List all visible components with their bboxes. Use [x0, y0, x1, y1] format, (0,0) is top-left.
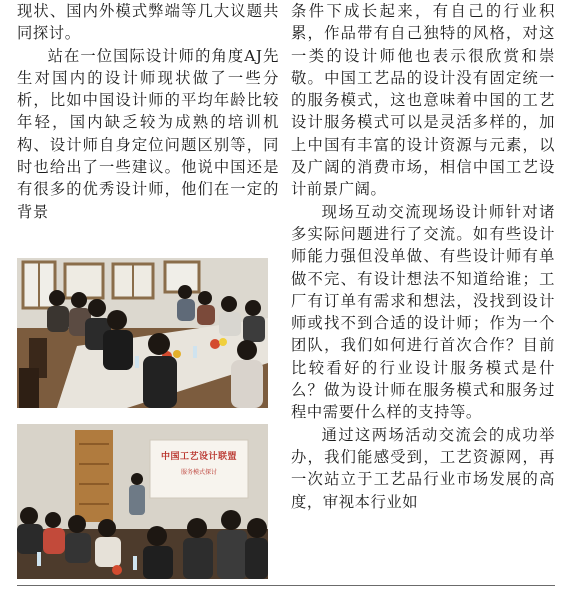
paragraph-designer-analysis: 站在一位国际设计师的角度AJ先生对国内的设计师现状做了一些分析，比如中国设计师的平均年龄比较年轻，国内缺乏较为成熟的培训机构、设计师自身定位问题区别等，同时也给出了一些建议。他说中国还是有很多的优秀设计师，他们在一定的背景 — [17, 46, 279, 221]
projection-screen-text — [150, 440, 248, 498]
meeting-table-photo — [17, 258, 268, 408]
paragraph-background-continued: 条件下成长起来，有自己的行业积累，作品带有自己独特的风格，对这一类的设计师他也表示很欣赏和崇敬。中国工艺品的设计没有固定统一的服务模式，这也意味着中国的工艺设计服务模式可以是灵活多样的，加上中国有丰富的设计资源与元素，以及广阔的消费市场，相信中国工艺设计前景广阔。 — [291, 2, 555, 199]
paragraph-intro-continued: 现状、国内外模式弊端等几大议题共同探讨。 — [17, 2, 279, 43]
screen-title: 中国工艺设计联盟 — [160, 452, 237, 462]
right-text-column — [291, 0, 555, 513]
presentation-photo — [17, 424, 268, 579]
paragraph-conclusion: 通过这两场活动交流会的成功举办，我们能感受到，工艺资源网，再一次站立于工艺品行业市场发展的高度，审视本行业如 — [291, 425, 555, 511]
paragraph-interactive-exchange: 现场互动交流现场设计师针对诸多实际问题进行了交流。如有些设计师能力强但没单做、有些设计师有单做不完、有设计想法不知道给谁；工厂有订单有需求和想法，没找到设计师或找不到合适的设计师；作为一个团队，我们如何进行首次合作？目前比较看好的行业设计服务模式是什么？做为设计师在服务模式和服务过程中需要什么样的支持等。 — [291, 202, 555, 422]
left-text-column — [17, 0, 279, 223]
screen-subtitle: 服务模式探讨 — [180, 469, 217, 476]
meeting-table-photo-art — [17, 258, 268, 408]
bottom-divider — [17, 585, 555, 586]
